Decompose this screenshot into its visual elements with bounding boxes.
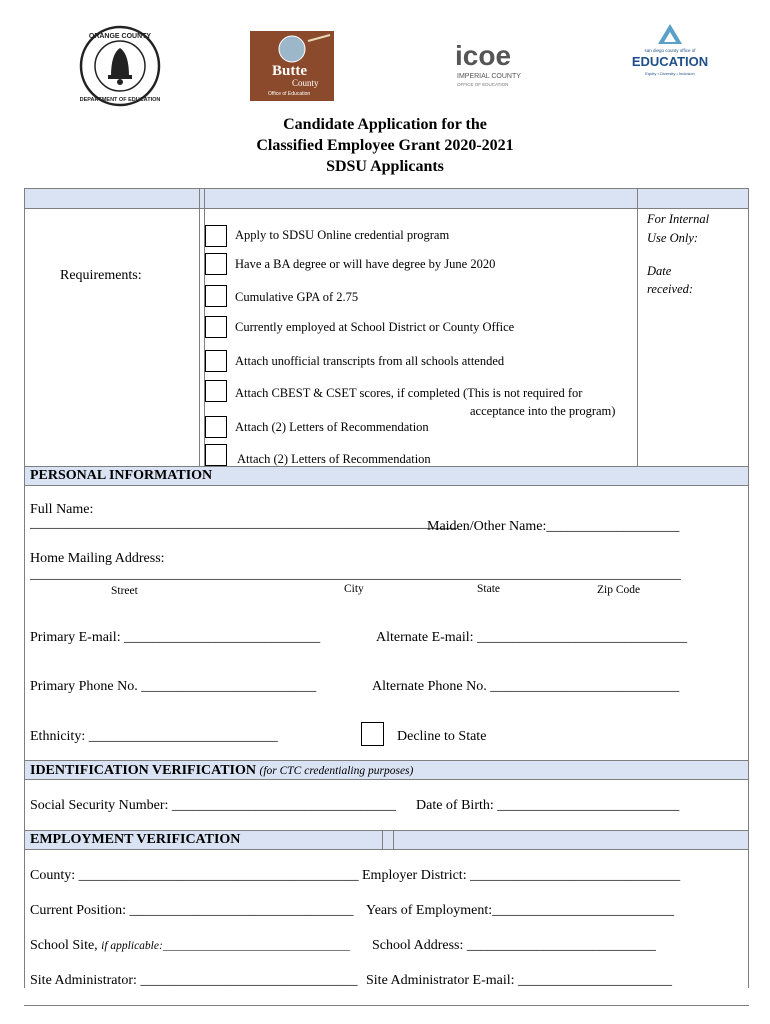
requirement-8: Attach (2) Letters of Recommendation [237,452,431,466]
personal-border-right [748,486,749,760]
school-site-field[interactable] [30,938,350,954]
title-line-1: Candidate Application for the [283,116,487,133]
identification-header-note: (for CTC credentialing purposes) [259,765,414,777]
employment-header: EMPLOYMENT VERIFICATION [30,832,241,847]
butte-office: Office of Education [268,91,311,97]
butte-county-logo [250,31,334,101]
school-site-label: School Site, [30,938,98,953]
employer-district-field[interactable]: Employer District: ______________________________ [362,868,681,883]
requirement-6: Attach CBEST & CSET scores, if completed (This is not required for [235,386,583,400]
butte-title: Butte [272,63,307,79]
date-received-line-1: Date [647,264,672,278]
requirement-3: Cumulative GPA of 2.75 [235,290,359,304]
years-of-employment-field[interactable]: Years of Employment:__________________________ [366,903,675,918]
school-site-note: if applicable: [101,940,163,952]
title-line-2: Classified Employee Grant 2020-2021 [256,137,514,154]
orange-county-ring-bottom: DEPARTMENT OF EDUCATION [79,97,161,103]
alternate-email-field[interactable]: Alternate E-mail: ______________________________ [376,630,688,645]
site-administrator-field[interactable]: Site Administrator: _______________________________ [30,973,358,988]
identification-border-left [24,780,25,830]
requirement-checkbox-1[interactable] [205,225,227,247]
ethnicity-field[interactable]: Ethnicity: ___________________________ [30,729,278,744]
imperial-county-logo [455,37,535,89]
table-border-right [748,209,749,467]
street-caption: Street [111,585,138,597]
employment-band-tick-2 [393,830,394,850]
requirements-header-band [24,188,749,209]
maiden-name-field[interactable]: Maiden/Other Name:___________________ [427,519,680,534]
table-divider-1 [199,188,200,467]
requirement-2: Have a BA degree or will have degree by June 2020 [235,257,496,271]
icoe-mark: icoe [455,40,512,71]
city-caption: City [344,583,364,595]
requirement-checkbox-6[interactable] [205,380,227,402]
employment-border-right [748,850,749,988]
identification-border-right [748,780,749,830]
requirement-checkbox-5[interactable] [205,350,227,372]
date-of-birth-field[interactable]: Date of Birth: __________________________ [416,798,680,813]
requirement-4: Currently employed at School District or County Office [235,320,515,334]
zip-caption: Zip Code [597,584,641,596]
county-field[interactable]: County: ________________________________________ [30,868,359,883]
butte-county: County [292,78,319,88]
internal-use-line-1: For Internal [647,212,710,226]
identification-header-title: IDENTIFICATION VERIFICATION [30,763,256,778]
requirement-checkbox-4[interactable] [205,316,227,338]
school-address-field[interactable]: School Address: ___________________________ [372,938,656,953]
san-diego-logo [630,22,710,82]
internal-use-line-2: Use Only: [647,231,699,245]
orange-county-ring-top: ORANGE COUNTY [88,33,152,40]
state-caption: State [477,583,500,595]
requirements-label: Requirements: [60,268,142,283]
employment-band-tick-1 [382,830,383,850]
decline-to-state-checkbox[interactable] [361,722,384,746]
personal-border-left [24,486,25,760]
requirement-checkbox-8[interactable] [205,444,227,466]
employment-border-left [24,850,25,988]
requirement-checkbox-2[interactable] [205,253,227,275]
date-received-line-2: received: [647,282,694,296]
requirement-7: Attach (2) Letters of Recommendation [235,420,429,434]
requirement-6-continued: acceptance into the program) [470,404,616,418]
requirement-checkbox-3[interactable] [205,285,227,307]
site-administrator-email-field[interactable]: Site Administrator E-mail: ______________________ [366,973,673,988]
school-site-line: __________________________________ [162,940,350,952]
table-border-left [24,209,25,467]
current-position-field[interactable]: Current Position: ________________________________ [30,903,354,918]
table-divider-3 [637,188,638,467]
requirement-5: Attach unofficial transcripts from all schools attended [235,354,505,368]
personal-info-header: PERSONAL INFORMATION [30,468,213,483]
san-diego-line2: EDUCATION [631,54,709,69]
orange-county-logo [78,24,162,108]
san-diego-line1: san diego county office of [644,48,696,53]
san-diego-line3: Equity • Diversity • Inclusion [645,71,695,76]
requirement-1: Apply to SDSU Online credential program [235,228,450,242]
icoe-line1: IMPERIAL COUNTY [457,73,521,80]
primary-phone-field[interactable]: Primary Phone No. _________________________ [30,679,317,694]
home-address-label: Home Mailing Address: [30,551,165,566]
icoe-line2: OFFICE OF EDUCATION [457,82,509,87]
full-name-field[interactable]: _____________________________________________________________ [30,516,457,531]
primary-email-field[interactable]: Primary E-mail: ____________________________ [30,630,321,645]
title-line-3: SDSU Applicants [326,158,444,175]
page-bottom-rule [24,1005,749,1006]
requirement-checkbox-7[interactable] [205,416,227,438]
decline-to-state-label: Decline to State [397,729,487,744]
ssn-field[interactable]: Social Security Number: ________________________________ [30,798,396,813]
identification-header [30,763,413,779]
home-address-field[interactable]: _____________________________________________________________________________________________ [30,567,681,582]
alternate-phone-field[interactable]: Alternate Phone No. ___________________________ [372,679,680,694]
full-name-label: Full Name: [30,502,94,517]
